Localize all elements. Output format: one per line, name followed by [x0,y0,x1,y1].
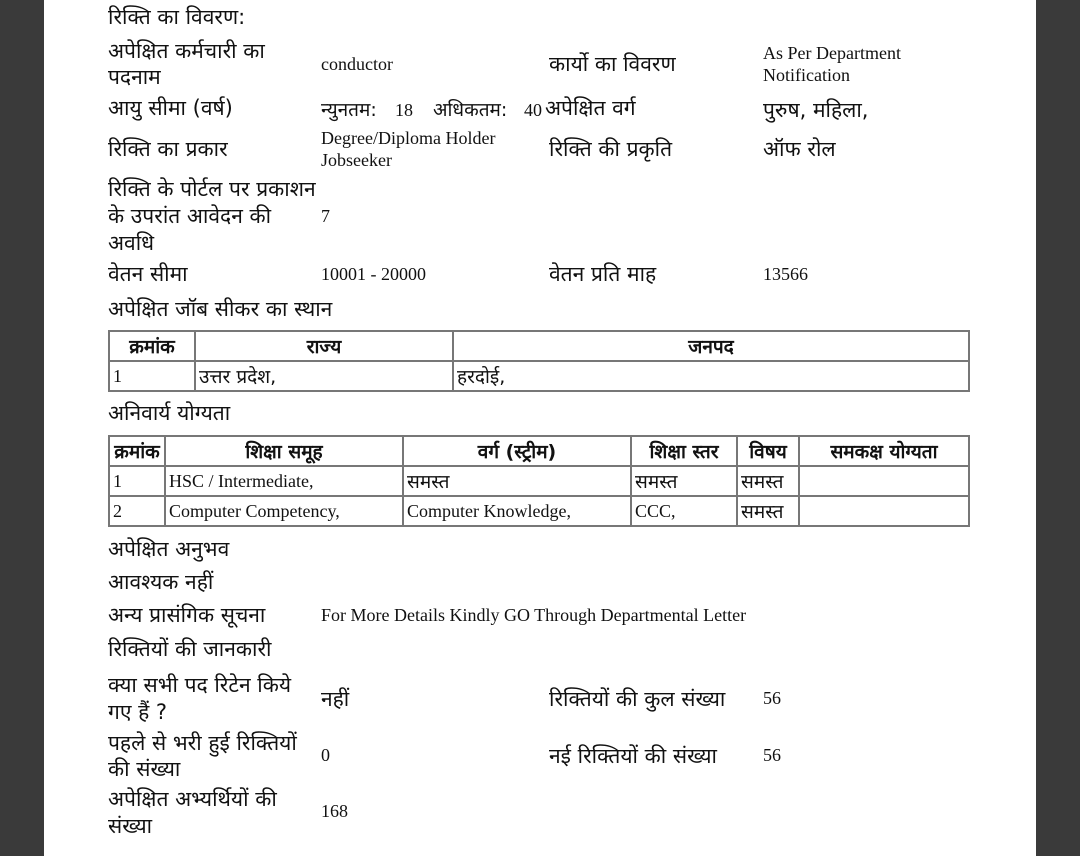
filled-label-1: पहले से भरी हुई रिक्तियों [108,731,297,755]
application-period-value: 7 [321,206,330,226]
table-row [109,466,969,496]
qual-cell-subject: समस्त [737,466,799,496]
qual-header-stream: वर्ग (स्ट्रीम) [403,436,631,466]
retained-value: नहीं [321,687,350,711]
qual-cell-sno: 1 [109,466,165,496]
age-min-value: 18 [395,100,413,120]
qual-cell-equivalent [799,466,969,496]
work-description-value: As Per Department Notification [763,43,901,85]
new-vacancies-label: नई रिक्तियों की संख्या [549,744,717,768]
location-cell-state: उत्तर प्रदेश, [195,361,453,391]
category-value: पुरुष, महिला, [763,98,869,122]
work-description-label: कार्यो का विवरण [549,52,676,76]
salary-per-month-value: 13566 [763,264,808,284]
designation-value: conductor [321,54,393,74]
age-limit-label: आयु सीमा (वर्ष) [108,96,233,120]
location-header-district: जनपद [453,331,969,361]
filled-value: 0 [321,745,330,765]
qual-cell-stream: समस्त [403,466,631,496]
qual-cell-equivalent [799,496,969,526]
qual-header-subject: विषय [737,436,799,466]
qual-cell-education-group: HSC / Intermediate, [165,466,403,496]
vacancy-type-value: Degree/Diploma Holder Jobseeker [321,128,496,170]
qual-header-level: शिक्षा स्तर [631,436,737,466]
designation-label: अपेक्षित कर्मचारी का पदनाम [108,39,265,89]
vacancy-nature-label: रिक्ति की प्रकृति [549,137,673,161]
retained-label-1: क्या सभी पद रिटेन किये [108,673,292,697]
total-vacancies-label: रिक्तियों की कुल संख्या [549,687,726,711]
qual-header-sno: क्रमांक [109,436,165,466]
location-cell-district: हरदोई, [453,361,969,391]
new-vacancies-value: 56 [763,745,781,765]
filled-label-2: की संख्या [108,757,181,781]
age-max-label: अधिकतम: [433,99,508,121]
qual-cell-subject: समस्त [737,496,799,526]
salary-range-value: 10001 - 20000 [321,264,426,284]
vacancy-type-label: रिक्ति का प्रकार [108,137,228,161]
table-row [109,496,969,526]
other-info-label: अन्य प्रासंगिक सूचना [108,603,266,627]
qual-cell-level: समस्त [631,466,737,496]
location-header-sno: क्रमांक [109,331,195,361]
qual-cell-level: CCC, [631,496,737,526]
qual-cell-stream: Computer Knowledge, [403,496,631,526]
retained-label-2: गए हैं ? [108,700,168,724]
location-table [108,330,970,392]
qualification-table [108,435,970,527]
qualification-title: अनिवार्य योग्यता [108,401,231,425]
other-info-value: For More Details Kindly GO Through Departmental Letter [321,605,747,625]
application-period-label-2: के उपरांत आवेदन की [108,204,272,228]
candidates-value: 168 [321,801,348,821]
qual-header-equivalent: समकक्ष योग्यता [799,436,969,466]
salary-range-label: वेतन सीमा [108,262,188,286]
qual-header-education-group: शिक्षा समूह [165,436,403,466]
table-row [109,361,969,391]
vacancy-details-heading: रिक्ति का विवरण: [108,5,246,29]
location-title: अपेक्षित जॉब सीकर का स्थान [108,297,333,321]
vacancy-nature-value: ऑफ रोल [763,137,836,161]
application-period-label-1: रिक्ति के पोर्टल पर प्रकाशन [108,177,316,201]
candidates-label-2: संख्या [108,814,153,838]
experience-value: आवश्यक नहीं [108,570,214,594]
experience-label: अपेक्षित अनुभव [108,537,230,561]
salary-per-month-label: वेतन प्रति माह [549,262,657,286]
application-period-label-3: अवधि [108,231,155,255]
location-header-state: राज्य [195,331,453,361]
qual-cell-education-group: Computer Competency, [165,496,403,526]
location-cell-sno: 1 [109,361,195,391]
document-sheet [44,0,1036,856]
vacancy-info-title: रिक्तियों की जानकारी [108,637,272,661]
qual-cell-sno: 2 [109,496,165,526]
candidates-label-1: अपेक्षित अभ्यर्थियों की [108,787,277,811]
total-vacancies-value: 56 [763,688,781,708]
category-label: अपेक्षित वर्ग [545,96,636,120]
age-max-value: 40 [524,100,542,120]
age-min-label: न्युनतम: [321,99,377,121]
